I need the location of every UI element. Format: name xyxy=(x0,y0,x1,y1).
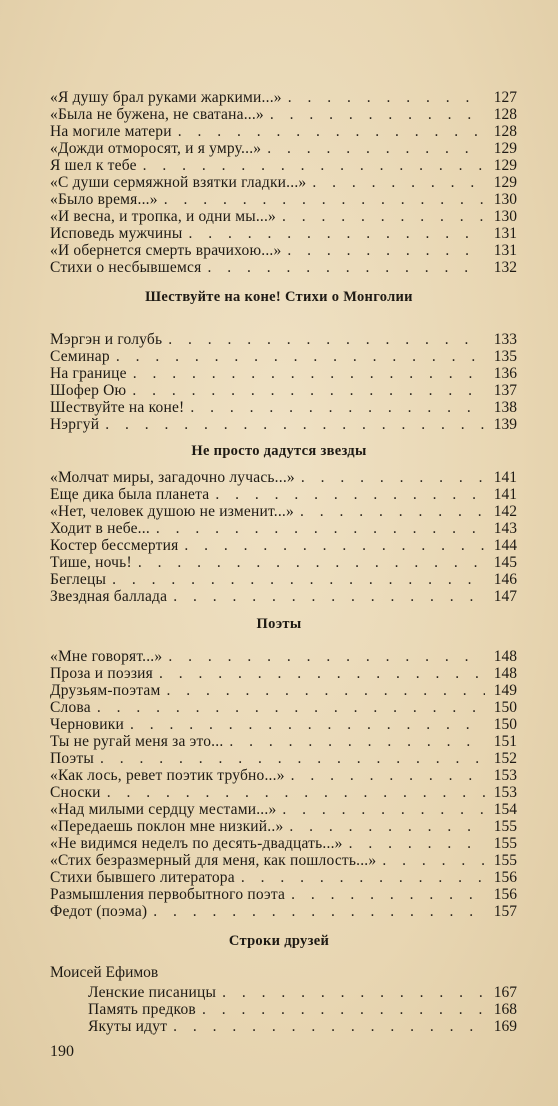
toc-entry-page: 149 xyxy=(493,682,517,699)
toc-entry-page: 150 xyxy=(493,716,517,733)
toc-entry xyxy=(50,767,517,784)
toc-leader-dots xyxy=(306,174,485,191)
author-name: Моисей Ефимов xyxy=(50,964,159,981)
toc-entry xyxy=(50,348,517,365)
toc-entry-page: 152 xyxy=(493,750,517,767)
toc-leader-dots xyxy=(294,503,485,520)
toc-entry-title: Сноски xyxy=(50,784,101,801)
toc-entry xyxy=(50,665,517,682)
toc-entry-title: «Нет, человек душою не изменит...» xyxy=(50,503,294,520)
toc-entry xyxy=(50,801,517,818)
toc-entry-page: 153 xyxy=(493,784,517,801)
toc-entry-page: 128 xyxy=(493,106,517,123)
toc-leader-dots xyxy=(376,852,485,869)
toc-leader-dots xyxy=(101,784,485,801)
toc-leader-dots xyxy=(183,225,485,242)
toc-entry xyxy=(50,225,517,242)
toc-leader-dots xyxy=(158,191,485,208)
toc-entry-page: 156 xyxy=(493,869,517,886)
toc-entry-title: Якуты идут xyxy=(88,1018,168,1035)
toc-entry xyxy=(50,588,517,605)
toc-entry xyxy=(50,716,517,733)
toc-entry-page: 129 xyxy=(493,140,517,157)
toc-leader-dots xyxy=(343,835,485,852)
toc-entry-title: Я шел к тебе xyxy=(50,157,137,174)
toc-entry xyxy=(50,242,517,259)
toc-entry xyxy=(88,1018,517,1035)
toc-entry xyxy=(50,399,517,416)
toc-entry-title: Стихи о несбывшемся xyxy=(50,259,202,276)
toc-entry-title: Звездная баллада xyxy=(50,588,168,605)
toc-entry-page: 141 xyxy=(493,469,517,486)
section-heading: Строки друзей xyxy=(228,933,330,949)
toc-leader-dots xyxy=(161,682,486,699)
toc-entry-page: 131 xyxy=(493,242,517,259)
toc-entry xyxy=(50,537,517,554)
toc-leader-dots xyxy=(196,1001,485,1018)
toc-entry-title: «Я душу брал руками жаркими...» xyxy=(50,89,282,106)
toc-leader-dots xyxy=(91,699,485,716)
toc-entry-page: 168 xyxy=(493,1001,517,1018)
toc-leader-dots xyxy=(235,869,485,886)
toc-entry xyxy=(50,733,517,750)
toc-entry xyxy=(50,106,517,123)
toc-entry-title: «Стих безразмерный для меня, как пошлость...» xyxy=(50,852,377,869)
toc-entry-title: Стихи бывшего литератора xyxy=(50,869,235,886)
toc-entry-page: 136 xyxy=(493,365,517,382)
toc-leader-dots xyxy=(264,106,485,123)
toc-leader-dots xyxy=(167,588,485,605)
toc-entry-page: 137 xyxy=(493,382,517,399)
toc-entry-title: Ленские писаницы xyxy=(88,984,217,1001)
toc-leader-dots xyxy=(178,537,485,554)
toc-leader-dots xyxy=(282,89,485,106)
toc-entry-title: «И весна, и тропка, и одни мы...» xyxy=(50,208,276,225)
toc-entry xyxy=(50,416,517,433)
toc-entry-title: Семинар xyxy=(50,348,110,365)
toc-entry-page: 132 xyxy=(493,259,517,276)
toc-entry-title: «Не видимся неделъ по десять-двадцать...» xyxy=(50,835,343,852)
toc-leader-dots xyxy=(276,801,485,818)
page-number: 190 xyxy=(50,1043,74,1060)
toc-leader-dots xyxy=(281,242,485,259)
toc-entry-page: 138 xyxy=(493,399,517,416)
toc-entry-title: Еще дика была планета xyxy=(50,486,210,503)
toc-entry-title: Шествуйте на коне! xyxy=(50,399,185,416)
toc-leader-dots xyxy=(216,984,485,1001)
toc-entry-page: 167 xyxy=(493,984,517,1001)
toc-entry xyxy=(50,835,517,852)
toc-entry xyxy=(50,486,517,503)
toc-leader-dots xyxy=(99,416,485,433)
toc-entry-title: Поэты xyxy=(50,750,94,767)
toc-entry-page: 155 xyxy=(493,818,517,835)
toc-entry xyxy=(50,208,517,225)
toc-entry-title: Ты не ругай меня за это... xyxy=(50,733,224,750)
toc-leader-dots xyxy=(223,733,485,750)
toc-entry-title: Беглецы xyxy=(50,571,107,588)
toc-entry-title: «С души сермяжной взятки гладки...» xyxy=(50,174,307,191)
toc-entry-page: 148 xyxy=(493,648,517,665)
toc-entry-title: Друзьям-поэтам xyxy=(50,682,161,699)
toc-entry-title: Костер бессмертия xyxy=(50,537,179,554)
toc-entry-page: 131 xyxy=(493,225,517,242)
toc-entry xyxy=(50,818,517,835)
toc-leader-dots xyxy=(106,571,485,588)
toc-entry-title: Федот (поэма) xyxy=(50,903,148,920)
section-heading: Поэты xyxy=(256,616,302,632)
toc-entry-page: 147 xyxy=(493,588,517,605)
toc-leader-dots xyxy=(147,903,485,920)
toc-entry-title: «Молчат миры, загадочно лучась...» xyxy=(50,469,295,486)
toc-entry xyxy=(88,1001,517,1018)
toc-entry xyxy=(50,520,517,537)
toc-entry-page: 146 xyxy=(493,571,517,588)
toc-entry-title: «Мне говорят...» xyxy=(50,648,163,665)
toc-entry-title: «Была не бужена, не сватана...» xyxy=(50,106,264,123)
toc-entry-page: 153 xyxy=(493,767,517,784)
toc-entry xyxy=(50,682,517,699)
toc-entry-page: 169 xyxy=(493,1018,517,1035)
toc-entry xyxy=(50,571,517,588)
toc-entry xyxy=(50,648,517,665)
toc-leader-dots xyxy=(150,520,485,537)
toc-leader-dots xyxy=(167,1018,485,1035)
toc-entry xyxy=(50,784,517,801)
toc-leader-dots xyxy=(283,818,485,835)
toc-entry-page: 144 xyxy=(493,537,517,554)
toc-entry-page: 129 xyxy=(493,174,517,191)
toc-entry-page: 135 xyxy=(493,348,517,365)
toc-entry-page: 130 xyxy=(493,191,517,208)
toc-entry xyxy=(50,699,517,716)
toc-entry xyxy=(50,365,517,382)
toc-entry xyxy=(50,750,517,767)
toc-entry-title: «Над милыми сердцу местами...» xyxy=(50,801,277,818)
toc-leader-dots xyxy=(124,716,485,733)
toc-entry xyxy=(50,869,517,886)
toc-entry xyxy=(88,984,517,1001)
toc-leader-dots xyxy=(201,259,485,276)
toc-entry-page: 151 xyxy=(493,733,517,750)
toc-entry xyxy=(50,382,517,399)
toc-leader-dots xyxy=(126,382,485,399)
toc-entry-page: 148 xyxy=(493,665,517,682)
toc-entry-title: Слова xyxy=(50,699,91,716)
toc-entry xyxy=(50,903,517,920)
toc-entry-page: 133 xyxy=(493,331,517,348)
toc-entry-title: Проза и поэзия xyxy=(50,665,153,682)
toc-entry-page: 142 xyxy=(493,503,517,520)
toc-entry-page: 143 xyxy=(493,520,517,537)
toc-entry-title: «Было время...» xyxy=(50,191,158,208)
toc-entry-page: 154 xyxy=(493,801,517,818)
toc-entry xyxy=(50,503,517,520)
toc-entry xyxy=(50,157,517,174)
toc-entry-title: Ходит в небе... xyxy=(50,520,150,537)
toc-entry-title: Мэргэн и голубь xyxy=(50,331,163,348)
toc-entry-title: «Передаешь поклон мне низкий..» xyxy=(50,818,284,835)
toc-leader-dots xyxy=(132,554,485,571)
section-heading: Не просто дадутся звезды xyxy=(191,443,367,459)
toc-entry xyxy=(50,123,517,140)
toc-entry xyxy=(50,554,517,571)
toc-leader-dots xyxy=(184,399,485,416)
toc-entry-title: Черновики xyxy=(50,716,124,733)
toc-leader-dots xyxy=(285,767,485,784)
toc-leader-dots xyxy=(137,157,485,174)
toc-entry-title: Память предков xyxy=(88,1001,196,1018)
toc-entry xyxy=(50,140,517,157)
toc-leader-dots xyxy=(295,469,485,486)
toc-leader-dots xyxy=(172,123,485,140)
toc-entry-title: «Дожди отморосят, и я умру...» xyxy=(50,140,262,157)
toc-entry-title: На границе xyxy=(50,365,127,382)
toc-leader-dots xyxy=(110,348,485,365)
toc-leader-dots xyxy=(162,331,485,348)
toc-entry-title: «Как лось, ревет поэтик трубно...» xyxy=(50,767,285,784)
toc-entry xyxy=(50,259,517,276)
toc-leader-dots xyxy=(127,365,485,382)
toc-entry-page: 129 xyxy=(493,157,517,174)
section-heading: Шествуйте на коне! Стихи о Монголии xyxy=(145,289,413,305)
toc-entry-page: 157 xyxy=(493,903,517,920)
toc-entry-page: 155 xyxy=(493,835,517,852)
toc-leader-dots xyxy=(276,208,485,225)
toc-entry-page: 128 xyxy=(493,123,517,140)
toc-leader-dots xyxy=(153,665,485,682)
toc-entry-page: 156 xyxy=(493,886,517,903)
toc-leader-dots xyxy=(261,140,485,157)
toc-entry-title: Тише, ночь! xyxy=(50,554,132,571)
toc-leader-dots xyxy=(285,886,485,903)
toc-entry xyxy=(50,469,517,486)
toc-entry-title: Нэргуй xyxy=(50,416,100,433)
toc-leader-dots xyxy=(94,750,485,767)
toc-entry-page: 150 xyxy=(493,699,517,716)
toc-entry-title: Исповедь мужчины xyxy=(50,225,183,242)
toc-entry xyxy=(50,852,517,869)
toc-leader-dots xyxy=(209,486,485,503)
toc-entry-title: Шофер Ою xyxy=(50,382,127,399)
toc-entry-title: На могиле матери xyxy=(50,123,172,140)
toc-entry-page: 139 xyxy=(493,416,517,433)
toc-entry xyxy=(50,174,517,191)
toc-entry-page: 141 xyxy=(493,486,517,503)
toc-entry xyxy=(50,331,517,348)
toc-entry xyxy=(50,191,517,208)
toc-entry-page: 155 xyxy=(493,852,517,869)
toc-entry-page: 145 xyxy=(493,554,517,571)
toc-entry-title: «И обернется смерть врачихою...» xyxy=(50,242,282,259)
toc-entry-page: 130 xyxy=(493,208,517,225)
toc-entry-title: Размышления первобытного поэта xyxy=(50,886,286,903)
toc-leader-dots xyxy=(162,648,485,665)
toc-entry xyxy=(50,886,517,903)
toc-entry-page: 127 xyxy=(493,89,517,106)
toc-entry xyxy=(50,89,517,106)
